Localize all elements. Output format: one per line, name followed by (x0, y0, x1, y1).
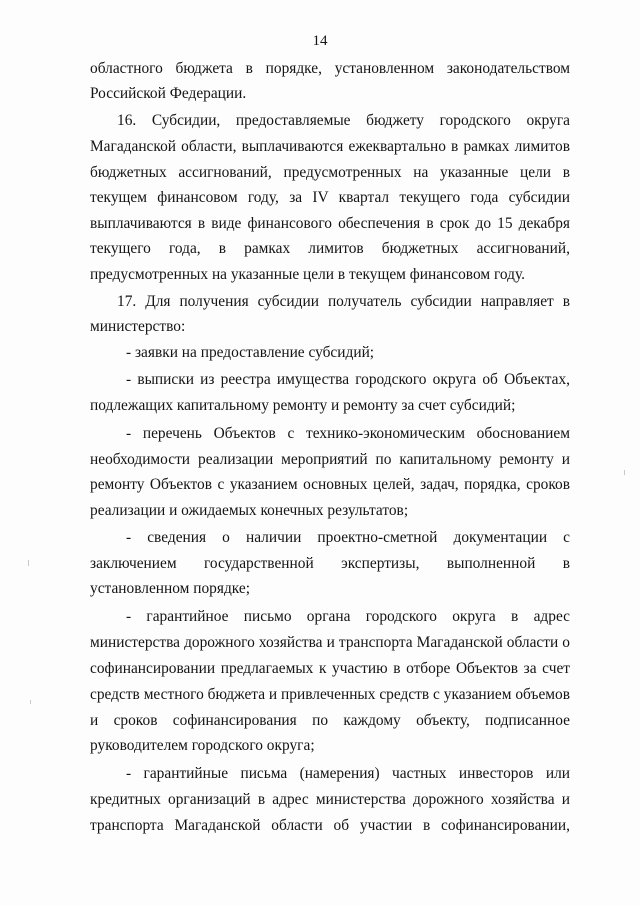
text-line: Магаданской области, выплачиваются ежеквартально в рамках лимитов (90, 138, 570, 155)
text-line: подлежащих капитальному ремонту и ремонту за счет субсидий; (90, 397, 516, 414)
text-line: областного бюджета в порядке, установленном законодательством (90, 60, 570, 77)
text-line: министерство: (90, 318, 186, 335)
text-line: Российской Федерации. (90, 85, 247, 102)
text-line: выплачиваются в виде финансового обеспечения в срок до 15 декабря (90, 215, 570, 232)
scan-artifact (30, 700, 31, 704)
text-line: текущем финансовом году, за IV квартал текущего года субсидии (90, 189, 570, 206)
page-number: 14 (312, 33, 328, 49)
text-line: - заявки на предоставление субсидий; (126, 344, 375, 361)
text-line: 16. Субсидии, предоставляемые бюджету городского округа (117, 112, 570, 129)
text-line: реализации и ожидаемых конечных результатов; (90, 502, 409, 519)
text-line: бюджетных ассигнований, предусмотренных на указанные цели в (90, 164, 570, 181)
text-line: и сроков софинансирования по каждому объекту, подписанное (90, 712, 570, 729)
text-line: заключением государственной экспертизы, выполненной в (90, 555, 570, 572)
text-line: необходимости реализации мероприятий по капитальному ремонту и (90, 451, 570, 468)
text-line: - сведения о наличии проектно-сметной документации с (126, 529, 570, 546)
scan-artifact (624, 470, 625, 475)
text-line: софинансировании предлагаемых к участию в отборе Объектов за счет (90, 660, 570, 677)
text-line: руководителем городского округа; (90, 737, 315, 754)
text-line: 17. Для получения субсидии получатель субсидии направляет в (117, 293, 570, 310)
text-line: текущего года, в рамках лимитов бюджетных ассигнований, (90, 240, 570, 257)
text-line: министерства дорожного хозяйства и транспорта Магаданской области о (90, 634, 570, 651)
text-line: - гарантийные письма (намерения) частных инвесторов или (126, 765, 570, 782)
text-line: - выписки из реестра имущества городского округа об Объектах, (126, 371, 570, 388)
text-line: - перечень Объектов с технико-экономическим обоснованием (126, 425, 570, 442)
text-line: кредитных организаций в адрес министерства дорожного хозяйства и (90, 791, 570, 808)
text-line: ремонту Объектов с указанием основных целей, задач, порядка, сроков (90, 476, 570, 493)
scan-artifact (28, 560, 29, 566)
text-line: транспорта Магаданской области об участии в софинансировании, (90, 817, 570, 834)
text-line: - гарантийное письмо органа городского округа в адрес (126, 608, 570, 625)
text-line: средств местного бюджета и привлеченных средств с указанием объемов (90, 686, 570, 703)
text-line: установленном порядке; (90, 580, 250, 597)
text-line: предусмотренных на указанные цели в текущем финансовом году. (90, 266, 525, 283)
